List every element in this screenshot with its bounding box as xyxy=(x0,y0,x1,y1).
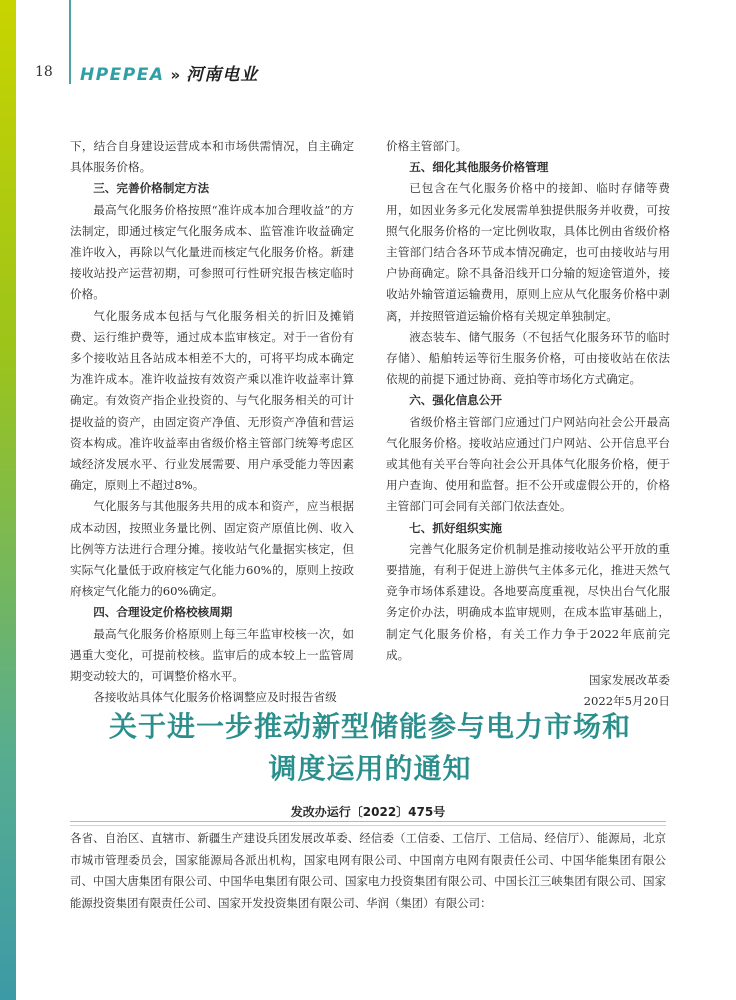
page-side-stripe xyxy=(0,0,16,1000)
divider xyxy=(70,825,666,826)
notice-title xyxy=(40,706,700,790)
magazine-brand xyxy=(80,60,258,85)
notice-title-line: 调度运用的通知 xyxy=(268,752,472,785)
header-vertical-rule xyxy=(69,0,71,84)
paragraph: 气化服务与其他服务共用的成本和资产，应当根据成本动因，按照业务量比例、固定资产原值比例、收入比例等方法进行合理分摊。接收站气化量据实核定，但实际气化量低于政府核定气化能力60%的，原则上按政府核定气化能力的60%确定。 xyxy=(70,499,354,599)
section-heading-3: 三、完善价格制定方法 xyxy=(93,181,210,196)
paragraph: 液态装车、储气服务（不包括气化服务环节的临时存储）、船舶转运等衍生服务价格，可由接收站在依法依规的前提下通过协商、竞拍等市场化方式确定。 xyxy=(386,329,670,387)
page-number: 18 xyxy=(35,64,53,80)
paragraph: 省级价格主管部门应通过门户网站向社会公开最高气化服务价格。接收站应通过门户网站、公开信息平台或其他有关平台等向社会公开具体气化服务价格，便于用户查询、使用和监督。拒不公开或虚假公开的，价格主管部门可会同有关部门依法查处。 xyxy=(386,414,670,514)
notice-title-line: 关于进一步推动新型储能参与电力市场和 xyxy=(108,710,631,743)
addressees-paragraph: 各省、自治区、直辖市、新疆生产建设兵团发展改革委、经信委（工信委、工信厅、工信局、经信厅）、能源局，北京市城市管理委员会，国家能源局各派出机构，国家电网有限公司、中国南方电网有限责任公司、中国华能集团有限公司、中国大唐集团有限公司、中国华电集团有限公司、国家电力投资集团有限公司、中国长江三峡集团有限公司、国家能源投资集团有限责任公司、国家开发投资集团有限公司、华润（集团）有限公司： xyxy=(70,831,666,910)
brand-logo-en: HPEPEA xyxy=(80,65,165,85)
left-text-column xyxy=(70,136,354,708)
section-heading-7: 七、抓好组织实施 xyxy=(409,520,502,535)
signature-organization: 国家发展改革委 xyxy=(588,673,670,688)
paragraph: 气化服务成本包括与气化服务相关的折旧及摊销费、运行维护费等，通过成本监审核定。对于一省份有多个接收站且各站成本相差不大的，可将平均成本确定为准许成本。准许收益按有效资产乘以准许收益率计算确定。有效资产指企业投资的、与气化服务相关的可计提收益的资产，由固定资产净值、无形资产净值和营运资本构成。准许收益率由省级价格主管部门统筹考虑区域经济发展水平、行业发展需要、用户承受能力等因素确定，原则上不超过8%。 xyxy=(70,308,354,493)
chevron-right-icon: » xyxy=(170,66,181,84)
section-heading-5: 五、细化其他服务价格管理 xyxy=(409,160,549,175)
divider xyxy=(70,821,666,822)
paragraph: 各接收站具体气化服务价格调整应及时报告省级 xyxy=(93,690,337,705)
document-number: 发改办运行〔2022〕475号 xyxy=(290,805,446,819)
paragraph-continuation: 下，结合自身建设运营成本和市场供需情况，自主确定具体服务价格。 xyxy=(70,139,354,175)
signature-date: 2022年5月20日 xyxy=(583,694,670,709)
paragraph: 最高气化服务价格原则上每三年监审校核一次，如遇重大变化，可提前校核。监审后的成本较上一监管周期变动较大的，可调整价格水平。 xyxy=(70,626,354,684)
section-heading-6: 六、强化信息公开 xyxy=(409,393,502,408)
brand-logo-cn: 河南电业 xyxy=(186,65,259,85)
paragraph-continuation: 价格主管部门。 xyxy=(386,139,468,153)
paragraph: 最高气化服务价格按照“准许成本加合理收益”的方法制定，即通过核定气化服务成本、监管准许收益确定准许收入，再除以气化量进而核定气化服务价格。新建接收站投产运营初期，可参照可行性研究报告核定临时价格。 xyxy=(70,202,354,302)
section-heading-4: 四、合理设定价格校核周期 xyxy=(93,605,233,620)
paragraph: 完善气化服务定价机制是推动接收站公平开放的重要措施，有利于促进上游供气主体多元化，推进天然气竞争市场体系建设。各地要高度重视，尽快出台气化服务定价办法，明确成本监审规则，在成本监审基础上，制定气化服务价格，有关工作力争于2022年底前完成。 xyxy=(386,541,670,662)
right-text-column xyxy=(386,136,670,712)
paragraph: 已包含在气化服务价格中的接卸、临时存储等费用，如因业务多元化发展需单独提供服务并收费，可按照气化服务价格的一定比例收取，具体比例由省级价格主管部门结合各环节成本情况确定，也可由接收站与用户协商确定。除不具备沿线开口分输的短途管道外，接收站外输管道运输费用，原则上应从气化服务价格中剥离，并按照管道运输价格有关规定单独制定。 xyxy=(386,181,670,323)
